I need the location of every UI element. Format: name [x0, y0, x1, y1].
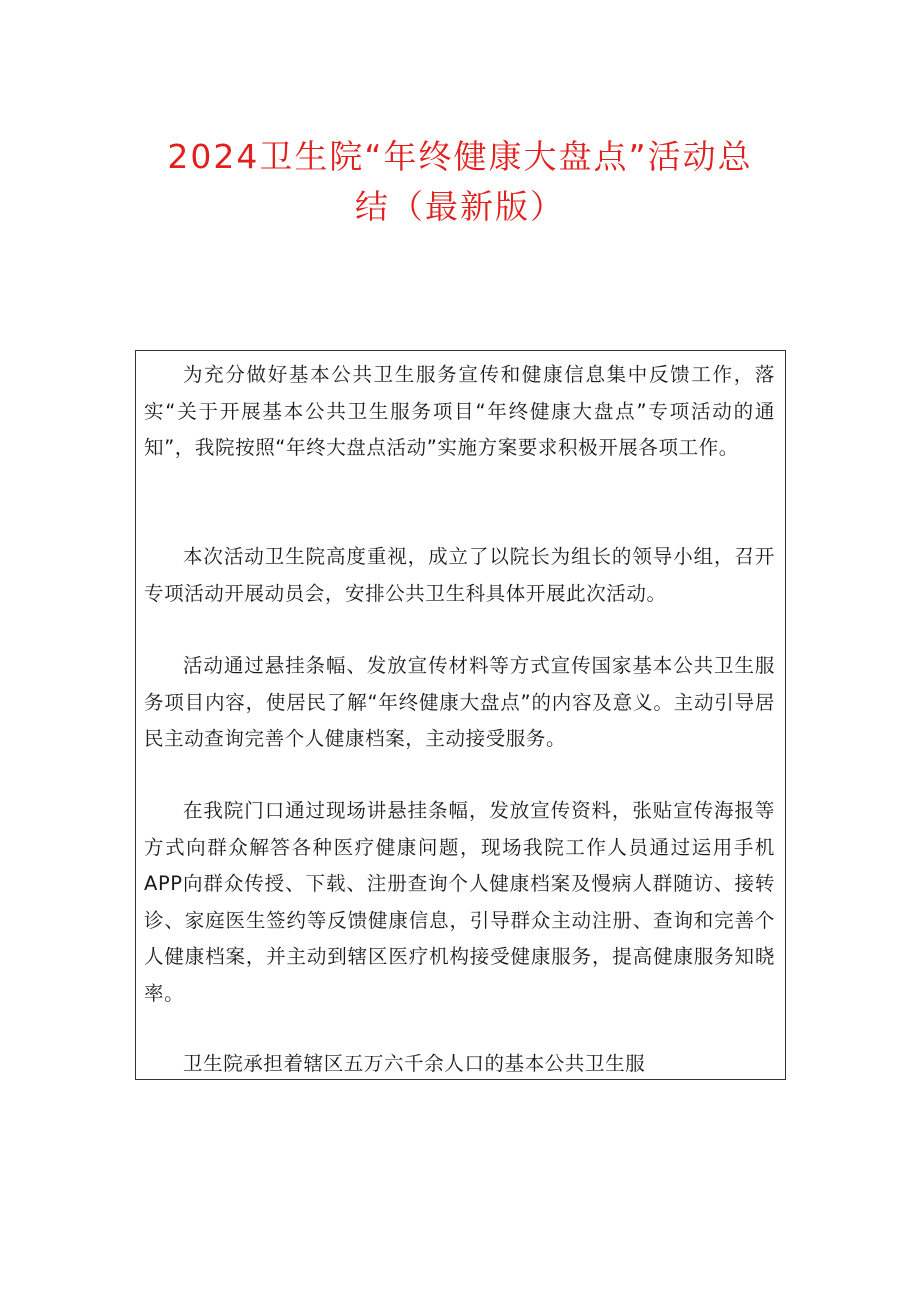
- paragraph-5: 卫生院承担着辖区五万六千余人口的基本公共卫生服: [183, 1052, 646, 1075]
- title-line-2: 结（最新版）: [355, 187, 565, 226]
- paragraph-3: 活动通过悬挂条幅、发放宣传材料等方式宣传国家基本公共卫生服务项目内容，使居民了解“年终健康大盘点”的内容及意义。主动引导居民主动查询完善个人健康档案，主动接受服务。: [144, 654, 775, 750]
- paragraph-4: 在我院门口通过现场讲悬挂条幅，发放宣传资料，张贴宣传海报等方式向群众解答各种医疗健康问题，现场我院工作人员通过运用手机APP向群众传授、下载、注册查询个人健康档案及慢病人群随访、接转诊、家庭医生签约等反馈健康信息，引导群众主动注册、查询和完善个人健康档案，并主动到辖区医疗机构接受健康服务，提高健康服务知晓率。: [144, 799, 775, 1005]
- document-title: [130, 132, 790, 232]
- content-box: [135, 350, 786, 1080]
- paragraph-1: 为充分做好基本公共卫生服务宣传和健康信息集中反馈工作，落实“关于开展基本公共卫生服务项目“年终健康大盘点”专项活动的通知”，我院按照“年终大盘点活动”实施方案要求积极开展各项工作。: [144, 363, 775, 459]
- paragraph-2: 本次活动卫生院高度重视，成立了以院长为组长的领导小组，召开专项活动开展动员会，安排公共卫生科具体开展此次活动。: [144, 545, 775, 605]
- title-line-1: 2024卫生院“年终健康大盘点”活动总: [167, 137, 753, 176]
